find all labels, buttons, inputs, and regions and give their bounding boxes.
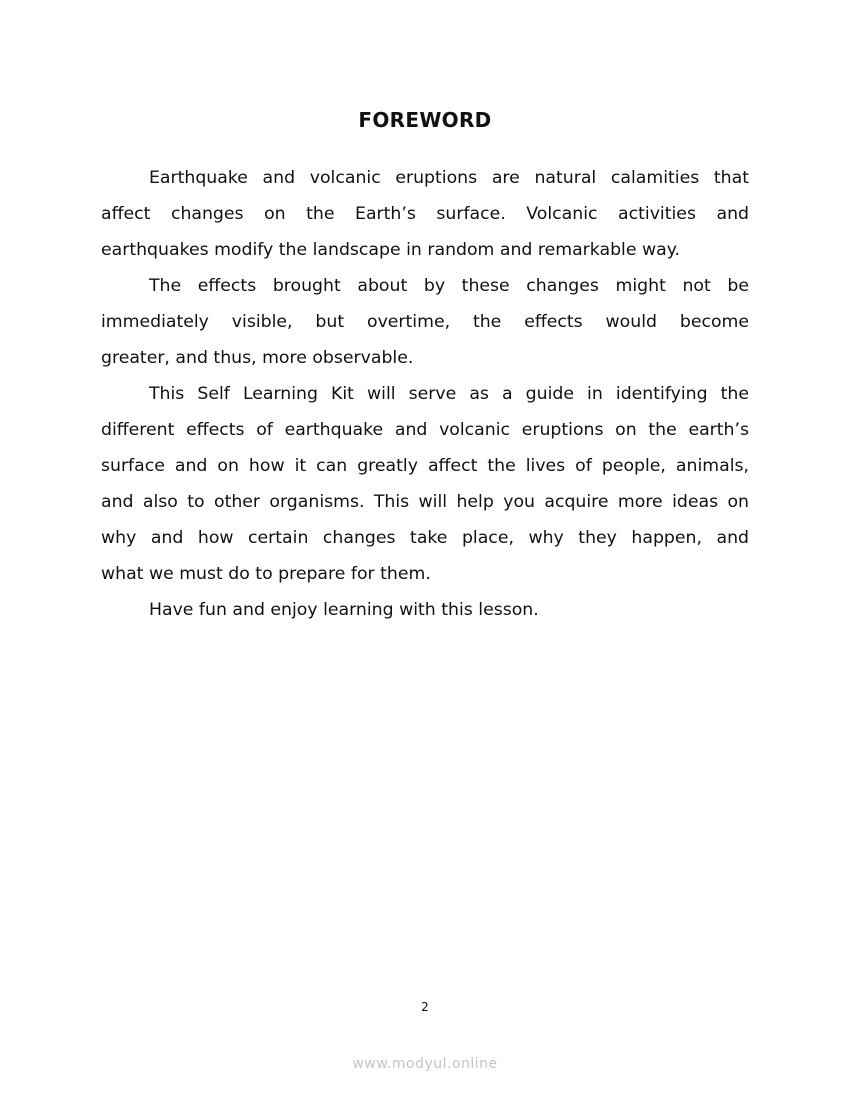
paragraph-line: immediately visible, but overtime, the effects would become	[101, 312, 749, 332]
paragraph-line: affect changes on the Earth’s surface. Volcanic activities and	[101, 204, 749, 224]
paragraph-line: and also to other organisms. This will help you acquire more ideas on	[101, 492, 749, 512]
paragraph-line: Earthquake and volcanic eruptions are natural calamities that	[149, 168, 749, 188]
paragraph-line: surface and on how it can greatly affect the lives of people, animals,	[101, 456, 749, 476]
paragraph-line: The effects brought about by these changes might not be	[149, 276, 749, 296]
foreword-body	[101, 162, 749, 630]
page-title: FOREWORD	[358, 108, 492, 132]
watermark: www.modyul.online	[352, 1056, 498, 1072]
paragraph-line: greater, and thus, more observable.	[101, 348, 414, 368]
paragraph-line: This Self Learning Kit will serve as a guide in identifying the	[149, 384, 749, 404]
page-number: 2	[421, 1000, 429, 1014]
paragraph-line: why and how certain changes take place, why they happen, and	[101, 528, 749, 548]
paragraph-line: Have fun and enjoy learning with this lesson.	[149, 600, 539, 620]
paragraph-line: different effects of earthquake and volcanic eruptions on the earth’s	[101, 420, 749, 440]
paragraph-line: what we must do to prepare for them.	[101, 564, 431, 584]
paragraph-line: earthquakes modify the landscape in random and remarkable way.	[101, 240, 680, 260]
